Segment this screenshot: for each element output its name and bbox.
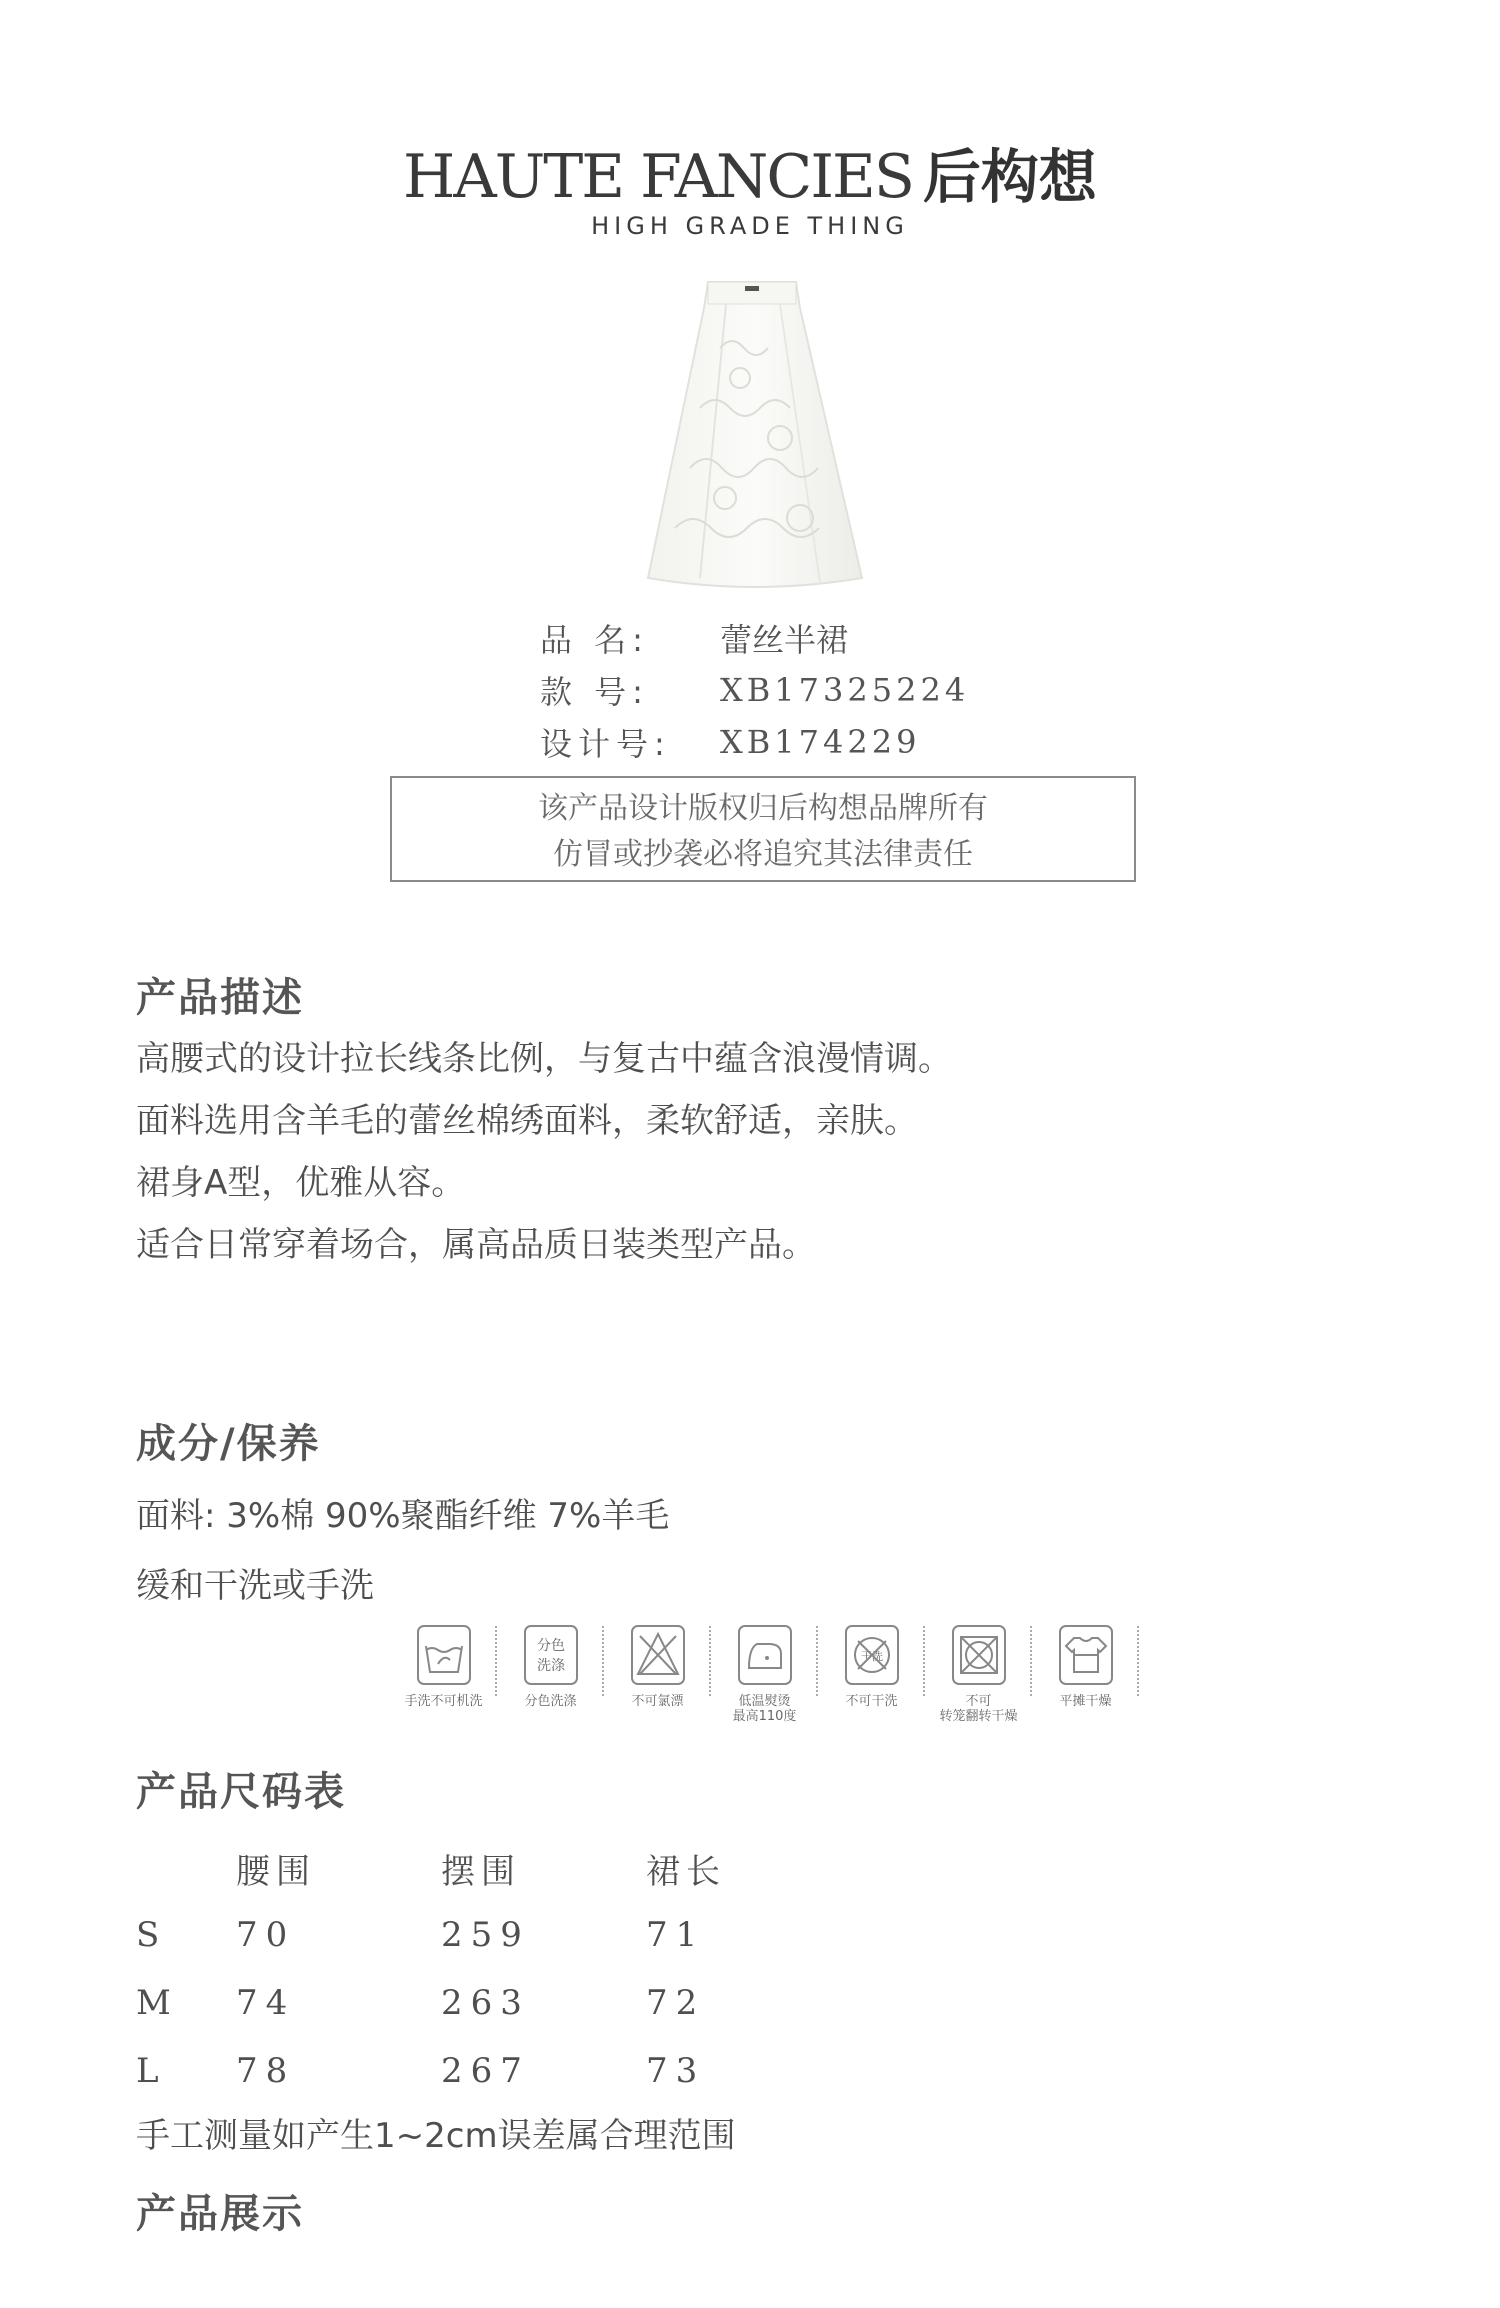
care-label: 手洗不可机洗	[404, 1694, 483, 1709]
care-label: 不可	[965, 1694, 992, 1709]
brand-logo	[0, 130, 1500, 214]
table-row	[136, 1969, 851, 2037]
header-cell-waist: 腰围	[236, 1851, 316, 1892]
color-separate-icon-text-2: 洗涤	[536, 1658, 565, 1674]
no-dry-clean-icon-text: 干洗	[860, 1650, 883, 1663]
hand-wash-icon	[416, 1624, 472, 1686]
care-label: 低温熨烫	[738, 1694, 791, 1709]
care-item-hand-wash	[390, 1620, 497, 1740]
description-line: 适合日常穿着场合，属高品质日装类型产品。	[136, 1225, 816, 1265]
size-chart-title: 产品尺码表	[136, 1769, 346, 1815]
care-label: 平摊干燥	[1059, 1694, 1112, 1709]
brand-name-en: HAUTE FANCIES	[403, 142, 913, 212]
hem-cell: 263	[441, 1983, 530, 2023]
care-label: 不可氯漂	[631, 1694, 684, 1709]
product-name-row	[540, 612, 969, 664]
waist-cell: 74	[236, 1983, 296, 2023]
style-number-value: XB17325224	[720, 671, 970, 709]
hem-cell: 259	[441, 1915, 530, 1955]
size-cell: L	[136, 2051, 167, 2091]
description-title: 产品描述	[136, 975, 304, 1021]
care-item-low-iron	[711, 1620, 818, 1740]
size-cell: M	[136, 1983, 179, 2023]
low-iron-icon	[737, 1624, 793, 1686]
design-number-label: 设计号:	[540, 725, 671, 763]
copyright-line-1: 该产品设计版权归后构想品牌所有	[538, 791, 988, 826]
care-label: 不可干洗	[845, 1694, 898, 1709]
length-cell: 72	[646, 1983, 706, 2023]
product-image-skirt	[630, 278, 880, 598]
brand-tagline: HIGH GRADE THING	[591, 212, 909, 240]
color-separate-icon-text-1: 分色	[536, 1638, 565, 1654]
brand-name-cn: 后构想	[922, 143, 1097, 211]
care-icons	[390, 1620, 1140, 1740]
care-item-no-dry-clean	[818, 1620, 925, 1740]
design-number-row	[540, 716, 969, 768]
hem-cell: 267	[441, 2051, 530, 2091]
description-text	[136, 1028, 952, 1276]
no-dry-clean-icon	[844, 1624, 900, 1686]
flat-dry-icon	[1058, 1624, 1114, 1686]
style-number-label: 款 号:	[540, 673, 649, 711]
display-title: 产品展示	[136, 2191, 304, 2237]
care-label: 分色洗涤	[524, 1694, 577, 1709]
style-number-row	[540, 664, 969, 716]
care-item-color-separate	[497, 1620, 604, 1740]
copyright-notice	[390, 776, 1136, 882]
color-separate-icon	[523, 1624, 579, 1686]
size-chart-header	[136, 1835, 851, 1901]
description-line: 高腰式的设计拉长线条比例，与复古中蕴含浪漫情调。	[136, 1039, 952, 1079]
product-name-value: 蕾丝半裙	[720, 621, 849, 659]
product-info	[540, 612, 969, 768]
header-cell-length: 裙长	[646, 1851, 726, 1892]
no-bleach-icon	[630, 1624, 686, 1686]
length-cell: 73	[646, 2051, 706, 2091]
table-row	[136, 1901, 851, 1969]
length-cell: 71	[646, 1915, 706, 1955]
header-cell-hem: 摆围	[441, 1851, 521, 1892]
care-item-no-tumble-dry	[925, 1620, 1032, 1740]
description-line: 面料选用含羊毛的蕾丝棉绣面料，柔软舒适，亲肤。	[136, 1101, 918, 1141]
care-label-line2: 转笼翻转干燥	[939, 1709, 1018, 1724]
copyright-line-2: 仿冒或抄袭必将追究其法律责任	[553, 837, 973, 872]
care-label-line2: 最高110度	[732, 1709, 797, 1724]
product-name-label: 品 名:	[540, 621, 649, 659]
waist-cell: 78	[236, 2051, 296, 2091]
fabric-composition: 面料: 3%棉 90%聚酯纤维 7%羊毛	[136, 1496, 670, 1536]
description-line: 裙身A型，优雅从容。	[136, 1163, 466, 1203]
care-item-flat-dry	[1032, 1620, 1139, 1740]
size-chart-table	[136, 1835, 851, 2105]
size-chart-note: 手工测量如产生1~2cm误差属合理范围	[136, 2116, 736, 2156]
composition-title: 成分/保养	[136, 1421, 321, 1467]
care-item-no-bleach	[604, 1620, 711, 1740]
size-cell: S	[136, 1915, 168, 1955]
care-instruction: 缓和干洗或手洗	[136, 1566, 374, 1606]
design-number-value: XB174229	[720, 723, 921, 761]
waist-cell: 70	[236, 1915, 296, 1955]
table-row	[136, 2037, 851, 2105]
no-tumble-dry-icon	[951, 1624, 1007, 1686]
